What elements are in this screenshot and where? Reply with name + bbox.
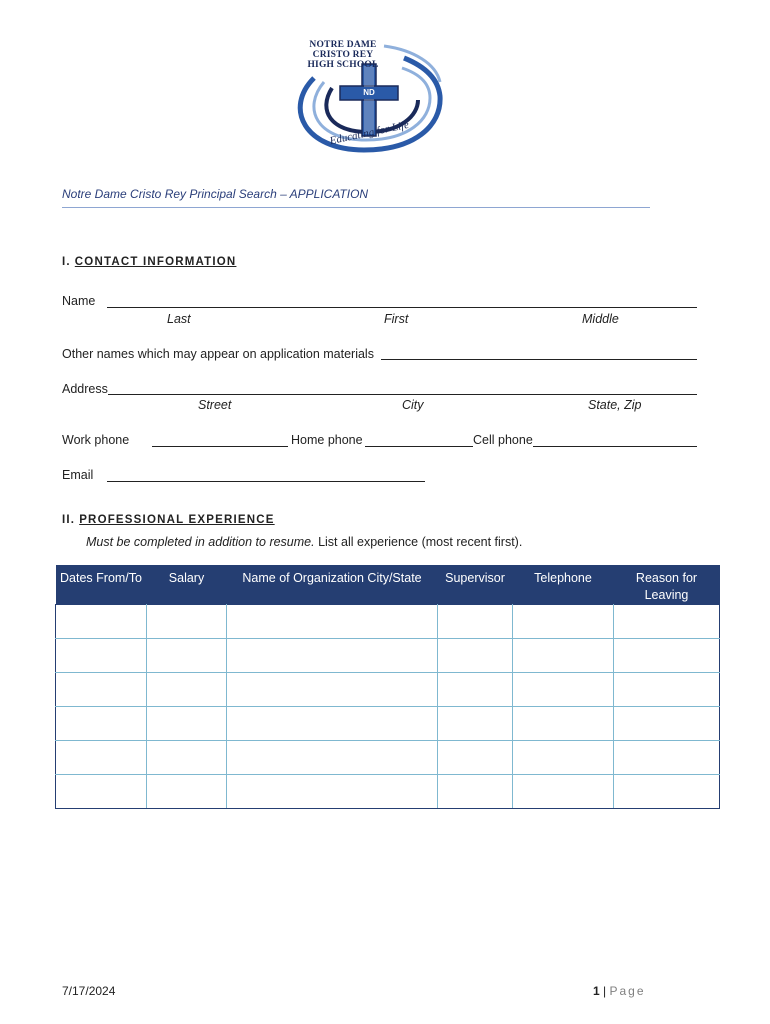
table-cell-organization[interactable] <box>227 673 438 707</box>
table-cell-telephone[interactable] <box>513 741 614 775</box>
table-cell-supervisor[interactable] <box>438 707 513 741</box>
section-number: II. <box>62 514 76 526</box>
table-cell-organization[interactable] <box>227 741 438 775</box>
table-row <box>56 673 720 707</box>
column-header-telephone: Telephone <box>513 565 614 605</box>
table-cell-supervisor[interactable] <box>438 605 513 639</box>
table-cell-supervisor[interactable] <box>438 673 513 707</box>
table-cell-reason[interactable] <box>614 639 720 673</box>
other-names-label: Other names which may appear on application materials <box>62 347 374 361</box>
cell-phone-field[interactable] <box>533 446 697 447</box>
table-cell-salary[interactable] <box>147 639 227 673</box>
name-last-caption: Last <box>167 312 191 326</box>
name-label: Name <box>62 294 96 308</box>
column-header-organization: Name of Organization City/State <box>227 565 438 605</box>
section-label: PROFESSIONAL EXPERIENCE <box>79 514 275 526</box>
table-cell-dates[interactable] <box>56 707 147 741</box>
instruction-italic: Must be completed in addition to resume. <box>86 535 315 549</box>
document-title: Notre Dame Cristo Rey Principal Search – APPLICATION <box>62 187 369 201</box>
table-row <box>56 605 720 639</box>
table-cell-reason[interactable] <box>614 741 720 775</box>
table-cell-organization[interactable] <box>227 775 438 809</box>
page-separator: | <box>599 984 610 998</box>
section-contact-heading <box>62 256 236 268</box>
other-names-field[interactable] <box>381 359 697 360</box>
table-header-row <box>56 565 720 605</box>
experience-table <box>55 565 720 809</box>
instruction-rest: List all experience (most recent first). <box>314 535 523 549</box>
section-label: CONTACT INFORMATION <box>74 256 237 268</box>
table-cell-supervisor[interactable] <box>438 775 513 809</box>
address-city-caption: City <box>402 398 424 412</box>
school-logo <box>284 38 444 156</box>
experience-instruction <box>86 535 522 549</box>
name-middle-caption: Middle <box>582 312 619 326</box>
column-header-reason: Reason for Leaving <box>614 565 720 605</box>
column-header-salary: Salary <box>147 565 227 605</box>
section-experience-heading <box>62 514 275 526</box>
table-cell-supervisor[interactable] <box>438 639 513 673</box>
email-label: Email <box>62 468 94 482</box>
table-cell-salary[interactable] <box>147 775 227 809</box>
address-field[interactable] <box>108 394 697 395</box>
page-number: 1 <box>593 984 600 998</box>
table-cell-telephone[interactable] <box>513 775 614 809</box>
table-cell-dates[interactable] <box>56 741 147 775</box>
table-cell-dates[interactable] <box>56 775 147 809</box>
name-first-caption: First <box>384 312 409 326</box>
table-cell-supervisor[interactable] <box>438 741 513 775</box>
table-row <box>56 639 720 673</box>
column-header-supervisor: Supervisor <box>438 565 513 605</box>
table-cell-salary[interactable] <box>147 741 227 775</box>
table-cell-reason[interactable] <box>614 605 720 639</box>
address-state-zip-caption: State, Zip <box>588 398 642 412</box>
table-cell-salary[interactable] <box>147 605 227 639</box>
table-cell-dates[interactable] <box>56 605 147 639</box>
table-cell-organization[interactable] <box>227 639 438 673</box>
table-row <box>56 741 720 775</box>
table-cell-dates[interactable] <box>56 673 147 707</box>
cell-phone-label: Cell phone <box>473 433 533 447</box>
logo-monogram: ND <box>363 88 375 97</box>
title-divider <box>62 207 650 208</box>
address-street-caption: Street <box>198 398 232 412</box>
table-cell-reason[interactable] <box>614 673 720 707</box>
home-phone-label: Home phone <box>291 433 363 447</box>
table-row <box>56 775 720 809</box>
logo-tagline: Educating for Life <box>328 118 411 148</box>
table-cell-dates[interactable] <box>56 639 147 673</box>
column-header-dates: Dates From/To <box>56 565 147 605</box>
work-phone-field[interactable] <box>152 446 288 447</box>
table-row <box>56 707 720 741</box>
name-field[interactable] <box>107 307 697 308</box>
table-cell-organization[interactable] <box>227 605 438 639</box>
table-cell-telephone[interactable] <box>513 673 614 707</box>
table-cell-organization[interactable] <box>227 707 438 741</box>
logo-school-name: NOTRE DAME CRISTO REY HIGH SCHOOL <box>307 40 379 70</box>
table-cell-telephone[interactable] <box>513 707 614 741</box>
section-number: I. <box>62 256 71 268</box>
table-cell-telephone[interactable] <box>513 639 614 673</box>
work-phone-label: Work phone <box>62 433 130 447</box>
table-cell-telephone[interactable] <box>513 605 614 639</box>
home-phone-field[interactable] <box>365 446 473 447</box>
footer-date: 7/17/2024 <box>62 984 116 998</box>
table-cell-salary[interactable] <box>147 673 227 707</box>
table-cell-reason[interactable] <box>614 775 720 809</box>
page-word: Page <box>609 984 646 998</box>
table-cell-salary[interactable] <box>147 707 227 741</box>
footer-page-number <box>593 984 646 998</box>
table-cell-reason[interactable] <box>614 707 720 741</box>
address-label: Address <box>62 382 108 396</box>
email-field[interactable] <box>107 481 425 482</box>
